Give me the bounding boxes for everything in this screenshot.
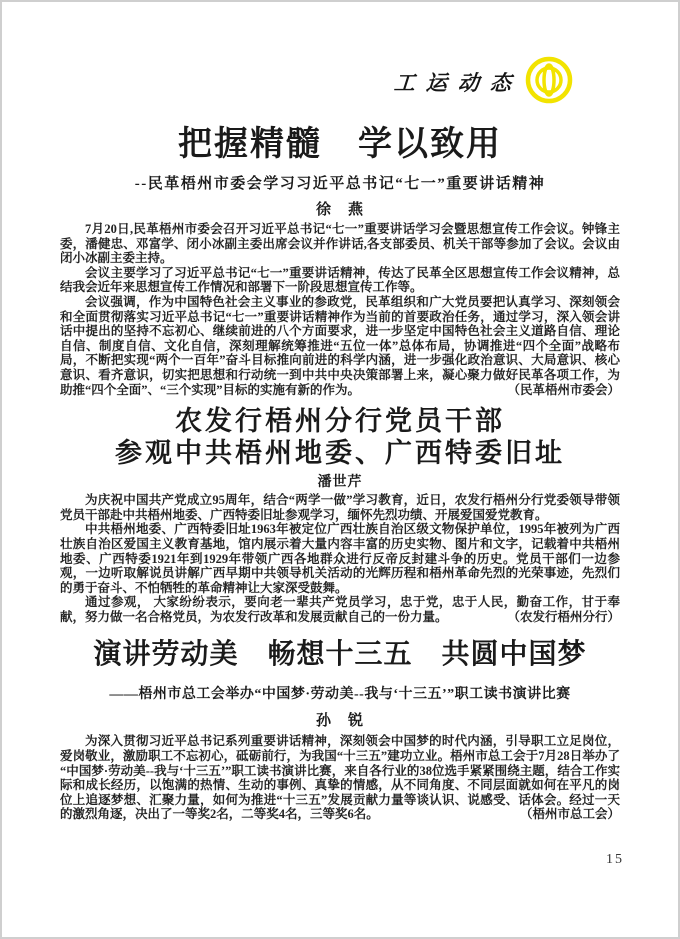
article-2-body bbox=[60, 493, 620, 624]
article-2-title bbox=[60, 405, 620, 469]
article-3-title: 演讲劳动美 畅想十三五 共圆中国梦 bbox=[93, 639, 587, 671]
paragraph bbox=[60, 595, 620, 624]
paragraph: 7月20日,民革梧州市委会召开习近平总书记“七一”重要讲话学习会暨思想宣传工作会议。钟锋主委，潘健忠、邓富学、闭小冰副主委出席会议并作讲话,各支部委员、机关干部等参加了会议。会议由闭小冰副主委主持。 bbox=[60, 222, 620, 266]
article-3-attribution: （梧州市总工会） bbox=[519, 807, 620, 822]
paragraph-text: 为深入贯彻习近平总书记系列重要讲话精神，深刻领会中国梦的时代内涵，引导职工立足岗位，爱岗敬业，激励职工不忘初心，砥砺前行，为我国“十三五”建功立业。梧州市总工会于7月28日举办了“中国梦·劳动美--我与‘十三五’”职工读书演讲比赛，来自各行业的38位选手紧紧围绕主题，结合工作实际和成长经历，以饱满的热情、生动的事例、真挚的情感，从不同角度、不同层面就如何在平凡的岗位上追逐梦想、汇聚力量，如何为推进“十三五”发展贡献力量等谈认识、说感受、话体会。经过一天的激烈角逐，决出了一等奖2名，二等奖4名，三等奖6名。 bbox=[60, 734, 620, 822]
paragraph-text: 通过参观， 大家纷纷表示，要向老一辈共产党员学习，忠于党，忠于人民，勤奋工作，甘于奉献，努力做一名合格党员，为农发行改革和发展贡献自己的一份力量。 bbox=[60, 595, 620, 624]
paragraph-text: 会议强调，作为中国特色社会主义事业的参政党，民革组织和广大党员要把认真学习、深刻领会和全面贯彻落实习近平总书记“七一”重要讲话精神作为当前的首要政治任务，通过学习，深入领会讲话中提出的坚持不忘初心、继续前进的八个方面要求，进一步坚定中国特色社会主义道路自信、理论自信、制度自信、文化自信，深刻理解统筹推进“五位一体”总体布局，协调推进“四个全面”战略布局，不断把实现“两个一百年”奋斗目标推向前进的科学内涵，进一步强化政治意识、大局意识、核心意识、看齐意识，切实把思想和行动统一到中共中央决策部署上来，凝心聚力做好民革各项工作，为助推“四个全面”、“三个实现”目标的实施有新的作为。 bbox=[60, 294, 620, 397]
article-3-author: 孙 锐 bbox=[315, 713, 364, 730]
article-3 bbox=[60, 636, 620, 822]
article-2-author: 潘世芹 bbox=[317, 473, 363, 490]
article-1-subtitle: --民革梧州市委会学习习近平总书记“七一”重要讲话精神 bbox=[134, 176, 546, 192]
paragraph: 中共梧州地委、广西特委旧址1963年被定位广西壮族自治区级文物保护单位，1995年被列为广西壮族自治区爱国主义教育基地，馆内展示着大量内容丰富的历史实物、图片和文字，记载着中共梧州地委、广西特委1921年到1929年带领广西各地群众进行反帝反封建斗争的历史。党员干部们一边参观，一边听取解说员讲解广西早期中共领导机关活动的光辉历程和梧州革命先烈的光荣事迹，先烈们的勇于奋斗、不怕牺牲的革命精神让大家深受鼓舞。 bbox=[60, 522, 620, 595]
paragraph bbox=[60, 295, 620, 397]
article-3-body bbox=[60, 734, 620, 822]
trade-union-logo-icon bbox=[524, 55, 574, 110]
article-2-title-line1: 农发行梧州分行党员干部 bbox=[175, 406, 505, 437]
page-number: 15 bbox=[606, 852, 624, 867]
article-1-title: 把握精髓 学以致用 bbox=[178, 126, 502, 163]
article-1-author: 徐 燕 bbox=[315, 202, 364, 218]
masthead-title: 工运动态 bbox=[393, 71, 523, 95]
article-2 bbox=[60, 405, 620, 624]
paragraph bbox=[60, 734, 620, 822]
article-2-attribution: （农发行梧州分行） bbox=[507, 609, 620, 624]
paragraph: 会议主要学习了习近平总书记“七一”重要讲话精神，传达了民革全区思想宣传工作会议精神，总结我会近年来思想宣传工作情况和部署下一阶段思想宣传工作等。 bbox=[60, 265, 620, 295]
article-1-attribution: （民革梧州市委会） bbox=[507, 382, 620, 397]
article-1-body bbox=[60, 222, 620, 397]
article-3-subtitle: ——梧州市总工会举办“中国梦·劳动美--我与‘十三五’”职工读书演讲比赛 bbox=[109, 687, 571, 703]
article-2-title-line2: 参观中共梧州地委、广西特委旧址 bbox=[115, 438, 565, 469]
masthead bbox=[60, 56, 620, 108]
article-1 bbox=[60, 126, 620, 397]
paragraph: 为庆祝中国共产党成立95周年，结合“两学一做”学习教育，近日，农发行梧州分行党委领导带领党员干部赴中共梧州地委、广西特委旧址参观学习，缅怀先烈功绩、开展爱国爱党教育。 bbox=[60, 493, 620, 522]
